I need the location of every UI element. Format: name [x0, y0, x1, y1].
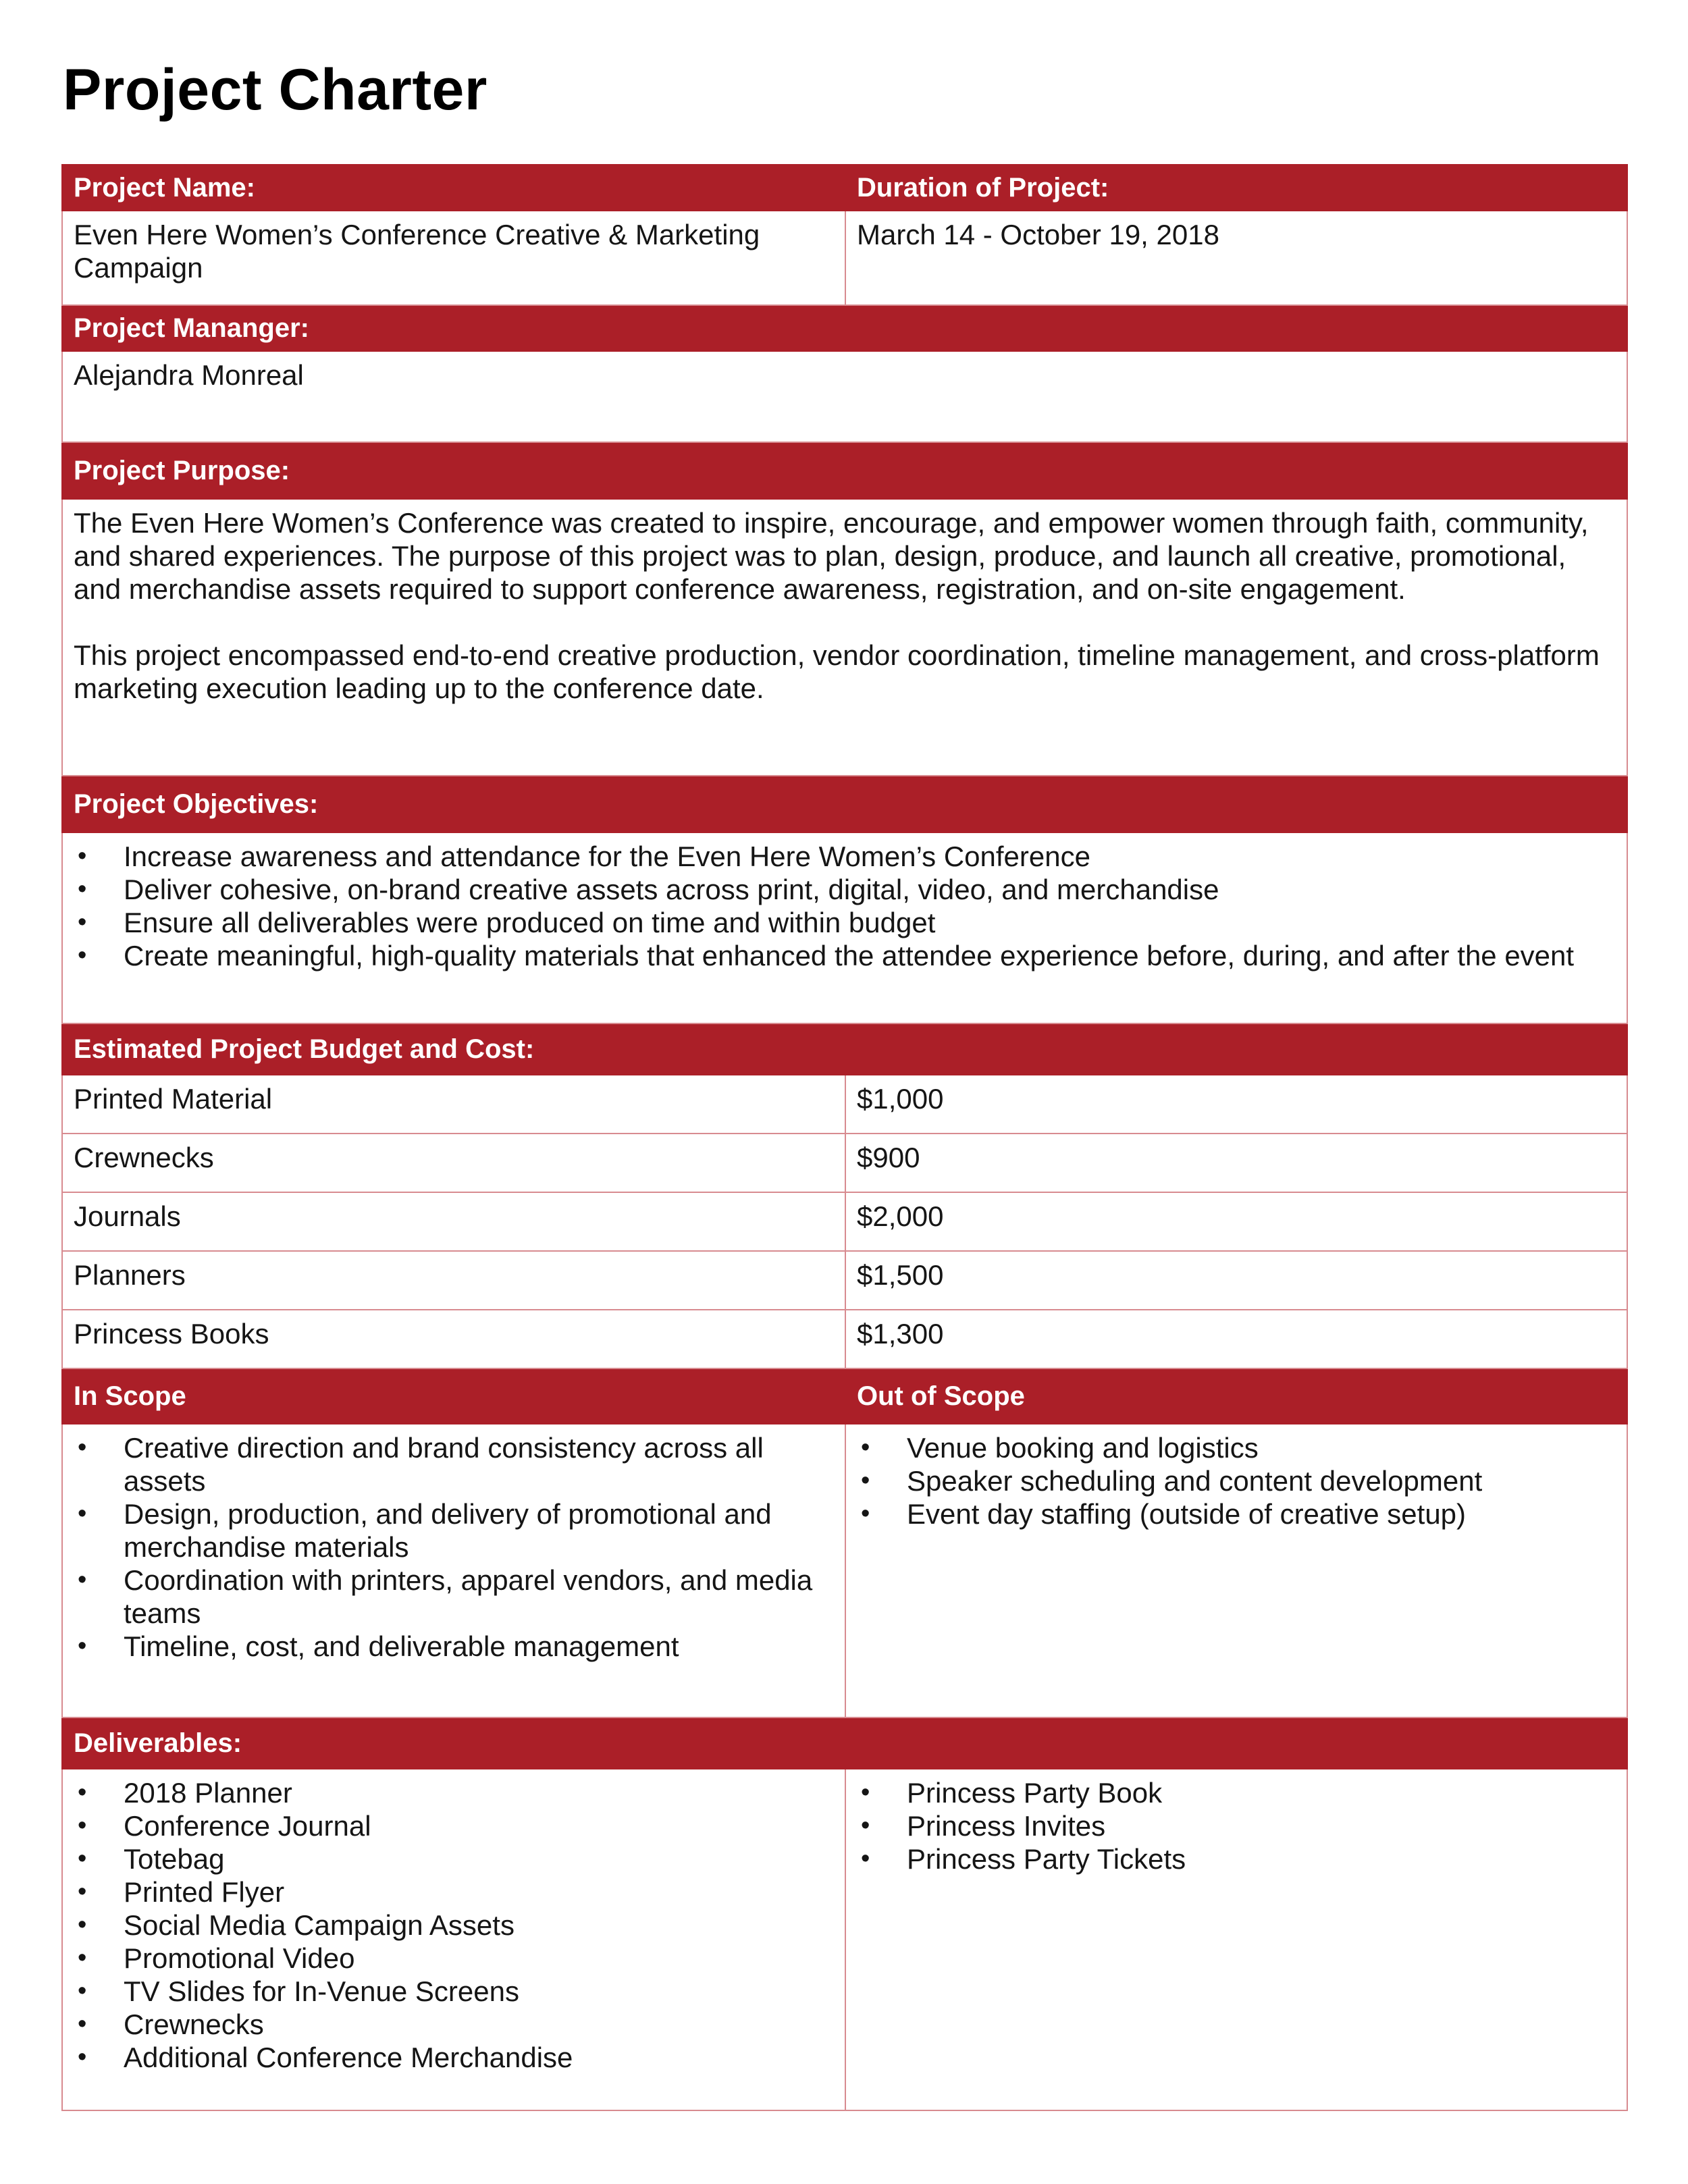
objectives-header: Project Objectives: [62, 776, 1627, 832]
table-row [62, 1192, 1627, 1251]
list-item: • Social Media Campaign Assets [74, 1909, 834, 1942]
budget-item: Planners [62, 1251, 845, 1310]
budget-cost: $900 [845, 1134, 1627, 1192]
budget-item: Princess Books [62, 1310, 845, 1368]
list-item: • Ensure all deliverables were produced on time and within budget [74, 906, 1616, 939]
project-name-value: Even Here Women’s Conference Creative & Marketing Campaign [62, 211, 845, 305]
list-item: • Promotional Video [74, 1942, 834, 1975]
budget-item: Crewnecks [62, 1134, 845, 1192]
deliverables-left [62, 1769, 845, 2110]
deliverables-list-right [857, 1776, 1616, 1875]
deliverables-header: Deliverables: [62, 1717, 1627, 1769]
list-item: • Printed Flyer [74, 1875, 834, 1909]
budget-cost: $2,000 [845, 1192, 1627, 1251]
table-row [62, 1075, 1627, 1134]
list-item: • Deliver cohesive, on-brand creative assets across print, digital, video, and merchandise [74, 873, 1616, 906]
list-item: • Princess Party Tickets [857, 1842, 1616, 1875]
list-item: • Additional Conference Merchandise [74, 2041, 834, 2074]
purpose-body [62, 499, 1627, 776]
list-item: • Coordination with printers, apparel vendors, and media teams [74, 1564, 834, 1630]
purpose-paragraph: This project encompassed end-to-end creative production, vendor coordination, timeline management, and cross-platform marketing execution leading up to the conference date. [74, 639, 1600, 704]
out-of-scope-list [857, 1431, 1616, 1530]
duration-header: Duration of Project: [845, 165, 1627, 211]
list-item: • Venue booking and logistics [857, 1431, 1616, 1464]
in-scope-list [74, 1431, 834, 1663]
objectives-body [62, 832, 1627, 1023]
list-item: • Speaker scheduling and content development [857, 1464, 1616, 1497]
budget-cost: $1,500 [845, 1251, 1627, 1310]
list-item: • Princess Invites [857, 1809, 1616, 1842]
charter-table [61, 164, 1628, 2111]
list-item: • Creative direction and brand consistency across all assets [74, 1431, 834, 1497]
budget-cost: $1,300 [845, 1310, 1627, 1368]
project-name-header: Project Name: [62, 165, 845, 211]
list-item: • 2018 Planner [74, 1776, 834, 1809]
list-item: • Create meaningful, high-quality materials that enhanced the attendee experience before, during, and after the event [74, 939, 1616, 972]
list-item: • Event day staffing (outside of creative setup) [857, 1497, 1616, 1530]
purpose-paragraph: The Even Here Women’s Conference was created to inspire, encourage, and empower women through faith, community, and shared experiences. The purpose of this project was to plan, design, produce, and launch all creative, promotional, and merchandise assets required to support conference awareness, registration, and on-site engagement. [74, 507, 1589, 605]
page-title: Project Charter [63, 57, 487, 122]
list-item: • TV Slides for In-Venue Screens [74, 1975, 834, 2008]
table-row [62, 1134, 1627, 1192]
table-row [62, 1251, 1627, 1310]
list-item: • Timeline, cost, and deliverable management [74, 1630, 834, 1663]
out-of-scope-header: Out of Scope [845, 1368, 1627, 1424]
budget-item: Journals [62, 1192, 845, 1251]
manager-header: Project Mananger: [62, 305, 1627, 351]
objectives-list [74, 840, 1616, 972]
deliverables-right [845, 1769, 1627, 2110]
in-scope-body [62, 1424, 845, 1717]
out-of-scope-body [845, 1424, 1627, 1717]
budget-item: Printed Material [62, 1075, 845, 1134]
purpose-header: Project Purpose: [62, 442, 1627, 499]
budget-header: Estimated Project Budget and Cost: [62, 1023, 1627, 1075]
table-row [62, 1310, 1627, 1368]
in-scope-header: In Scope [62, 1368, 845, 1424]
list-item: • Totebag [74, 1842, 834, 1875]
list-item: • Increase awareness and attendance for the Even Here Women’s Conference [74, 840, 1616, 873]
deliverables-list-left [74, 1776, 834, 2074]
list-item: • Design, production, and delivery of promotional and merchandise materials [74, 1497, 834, 1564]
list-item: • Princess Party Book [857, 1776, 1616, 1809]
budget-cost: $1,000 [845, 1075, 1627, 1134]
list-item: • Crewnecks [74, 2008, 834, 2041]
duration-value: March 14 - October 19, 2018 [845, 211, 1627, 305]
manager-value: Alejandra Monreal [62, 351, 1627, 442]
list-item: • Conference Journal [74, 1809, 834, 1842]
